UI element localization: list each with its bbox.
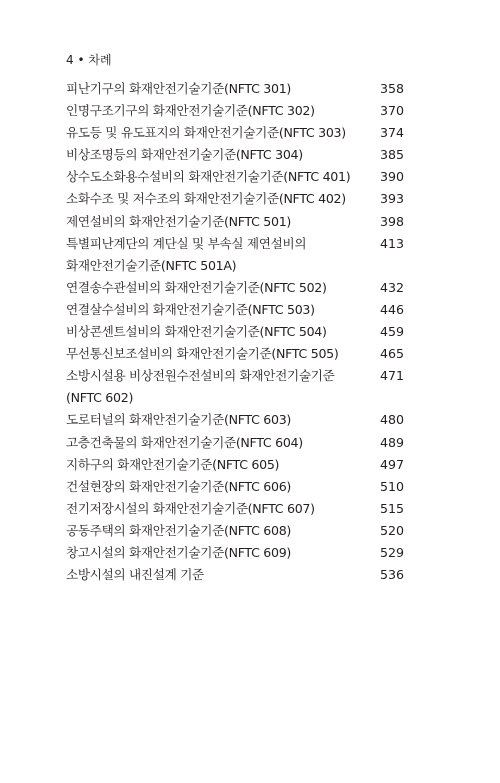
toc-entry-title: 제연설비의 화재안전기술기준(NFTC 501) [66,213,292,229]
toc-entry-page-number: 497 [379,456,404,472]
toc-entry-page-number: 515 [379,500,404,516]
toc-entry [66,343,404,365]
toc-entry [66,299,404,321]
toc-entry-title: 지하구의 화재안전기술기준(NFTC 605) [66,456,280,472]
toc-entry-title: 비상콘센트설비의 화재안전기술기준(NFTC 504) [66,324,327,340]
toc-entry-title: 소방시설의 내진설계 기준 [66,567,204,583]
toc-entry [66,100,404,122]
toc-entry [66,78,404,100]
toc-entry-title: 창고시설의 화재안전기술기준(NFTC 609) [66,544,292,560]
toc-entry [66,520,404,542]
toc-entry-page-number: 465 [379,346,404,362]
toc-entry-page-number: 520 [379,522,404,538]
toc-entry [66,277,404,299]
toc-entry [66,122,404,144]
toc-entry-title: 도로터널의 화재안전기술기준(NFTC 603) [66,412,292,428]
toc-entry [66,233,404,277]
toc-entry-title: 공동주택의 화재안전기술기준(NFTC 608) [66,522,292,538]
toc-entry [66,498,404,520]
toc-entry-title: 무선통신보조설비의 화재안전기술기준(NFTC 505) [66,346,339,362]
header-section-title: 차례 [88,53,112,67]
toc-entry-page-number: 432 [379,279,404,295]
toc-entry-page-number: 390 [379,169,404,185]
toc-entry-title: 소화수조 및 저수조의 화재안전기술기준(NFTC 402) [66,191,346,207]
toc-entry [66,211,404,233]
toc-entry-page-number: 510 [379,478,404,494]
toc-entry-page-number: 489 [379,434,404,450]
toc-entry-page-number: 459 [379,324,404,340]
toc-entry [66,564,404,586]
toc-entry-title: 비상조명등의 화재안전기술기준(NFTC 304) [66,147,303,163]
toc-entry-title: 연결살수설비의 화재안전기술기준(NFTC 503) [66,301,315,317]
toc-entry-title: 피난기구의 화재안전기술기준(NFTC 301) [66,81,292,96]
header-bullet: • [77,53,85,67]
toc-entry [66,166,404,188]
toc-entry [66,476,404,498]
header-page-number: 4 [66,53,74,67]
toc-entry-page-number: 370 [379,103,404,119]
toc-entry-title: 소방시설용 비상전원수전설비의 화재안전기술기준 (NFTC 602) [66,368,335,406]
toc-entry-page-number: 529 [379,544,404,560]
toc-entry [66,188,404,210]
toc-entry-title: 연결송수관설비의 화재안전기술기준(NFTC 502) [66,279,327,295]
toc-entry-page-number: 385 [379,147,404,163]
toc-entry-page-number: 446 [379,301,404,317]
toc-entry-title: 인명구조기구의 화재안전기술기준(NFTC 302) [66,103,315,119]
running-header [66,51,112,68]
toc-entry [66,409,404,431]
toc-entry [66,542,404,564]
toc-entry-title: 특별피난계단의 계단실 및 부속실 제연설비의 화재안전기술기준(NFTC 501A) [66,235,307,273]
table-of-contents [66,78,404,586]
toc-entry [66,144,404,166]
toc-entry [66,432,404,454]
toc-entry [66,365,404,409]
toc-entry-page-number: 480 [379,412,404,428]
toc-entry-title: 고층건축물의 화재안전기술기준(NFTC 604) [66,434,303,450]
toc-entry [66,321,404,343]
toc-entry-title: 건설현장의 화재안전기술기준(NFTC 606) [66,478,292,494]
toc-entry-page-number: 413 [379,235,404,251]
toc-entry-page-number: 536 [379,567,404,583]
toc-entry-title: 상수도소화용수설비의 화재안전기술기준(NFTC 401) [66,169,351,185]
toc-entry [66,454,404,476]
toc-entry-page-number: 393 [379,191,404,207]
toc-entry-title: 전기저장시설의 화재안전기술기준(NFTC 607) [66,500,315,516]
toc-entry-page-number: 471 [379,368,404,384]
toc-entry-page-number: 398 [379,213,404,229]
toc-entry-page-number: 374 [379,125,404,141]
toc-entry-title: 유도등 및 유도표지의 화재안전기술기준(NFTC 303) [66,125,346,141]
toc-entry-page-number: 358 [379,81,404,96]
